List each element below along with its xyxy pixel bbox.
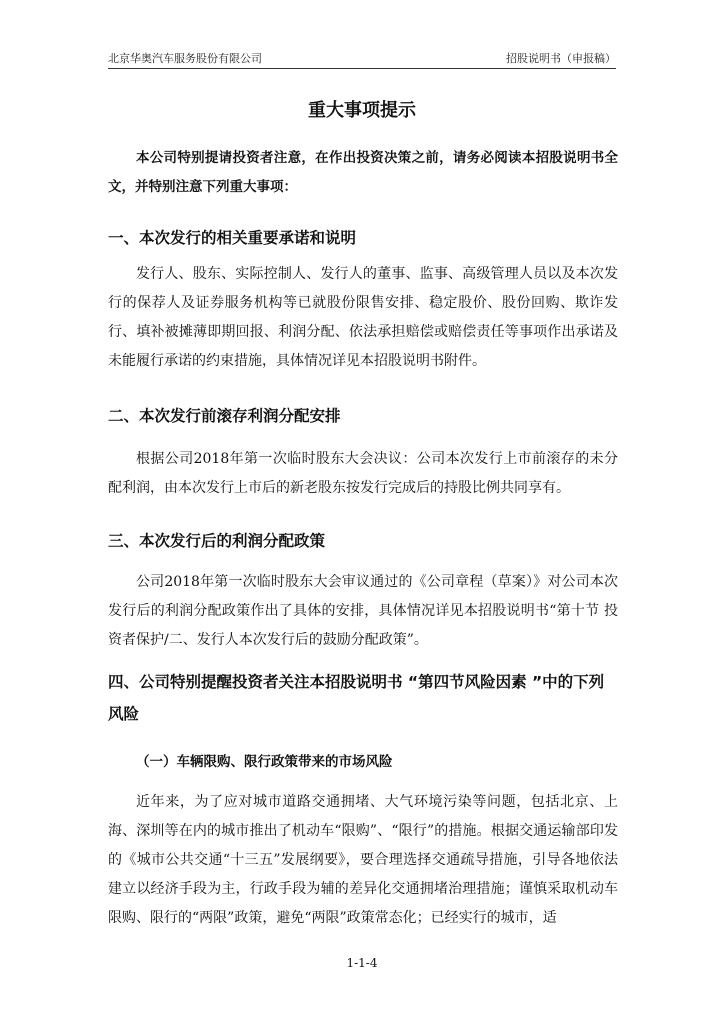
intro-paragraph: 本公司特别提请投资者注意，在作出投资决策之前，请务必阅读本招股说明书全文，并特别注意下列重大事项： bbox=[108, 150, 618, 195]
header-doc-type: 招股说明书（申报稿） bbox=[506, 52, 616, 65]
header-divider bbox=[108, 68, 616, 69]
section-heading-4: 四、公司特别提醒投资者关注本招股说明书 “第四节风险因素 ”中的下列风险 bbox=[108, 673, 605, 723]
page-header bbox=[108, 50, 616, 68]
section-body-1: 发行人、股东、实际控制人、发行人的董事、监事、高级管理人员以及本次发行的保荐人及证券服务机构等已就股份限售安排、稳定股价、股份回购、欺诈发行、填补被摊薄即期回报、利润分配、依法承担赔偿或赔偿责任等事项作出承诺及未能履行承诺的约束措施，具体情况详见本招股说明书附件。 bbox=[108, 266, 618, 369]
header-company: 北京华奥汽车服务股份有限公司 bbox=[108, 52, 262, 65]
section-body-4: 近年来，为了应对城市道路交通拥堵、大气环境污染等问题，包括北京、上海、深圳等在内的城市推出了机动车“限购”、“限行”的措施。根据交通运输部印发的《城市公共交通“十三五”发展纲要》，要合理选择交通疏导措施，引导各地依法建立以经济手段为主，行政手段为辅的差异化交通拥堵治理措施；谨慎采取机动车限购、限行的“两限”政策，避免“两限”政策常态化；已经实行的城市，适 bbox=[108, 794, 618, 926]
section-heading-3: 三、本次发行后的利润分配政策 bbox=[108, 532, 326, 550]
subsection-heading-4-1: （一）车辆限购、限行政策带来的市场风险 bbox=[136, 754, 393, 770]
section-body-3: 公司2018年第一次临时股东大会审议通过的《公司章程（草案）》对公司本次发行后的利润分配政策作出了具体的安排，具体情况详见本招股说明书“第十节 投资者保护/二、发行人本次发行后的鼓励分配政策”。 bbox=[108, 574, 618, 648]
page-title: 重大事项提示 bbox=[308, 100, 416, 121]
section-heading-2: 二、本次发行前滚存利润分配安排 bbox=[108, 407, 341, 425]
section-body-2: 根据公司2018年第一次临时股东大会决议：公司本次发行上市前滚存的未分配利润，由本次发行上市后的新老股东按发行完成后的持股比例共同享有。 bbox=[108, 451, 618, 496]
page-number: 1-1-4 bbox=[346, 956, 378, 970]
section-heading-1: 一、本次发行的相关重要承诺和说明 bbox=[108, 229, 357, 247]
